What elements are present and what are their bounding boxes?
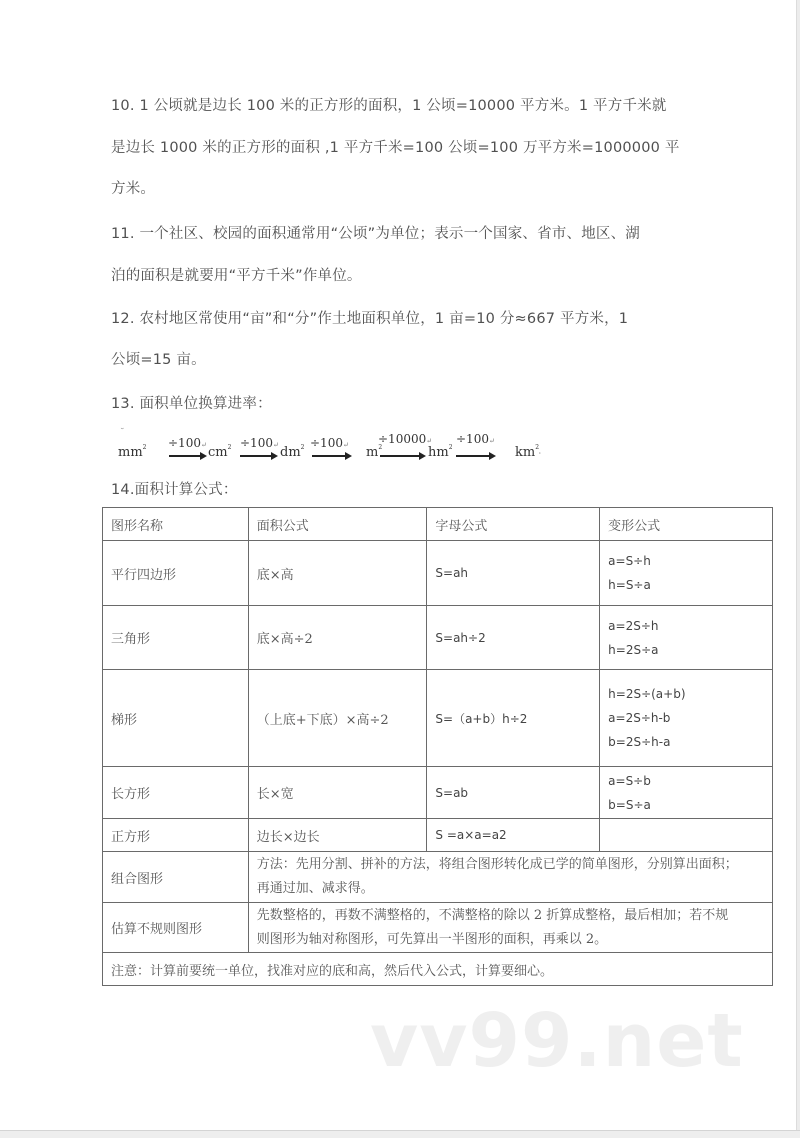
- paragraph-14-heading: 14.面积计算公式：: [111, 482, 238, 498]
- area-formula: 底×高: [248, 541, 427, 606]
- table-row: [103, 819, 773, 852]
- method-line: 先数整格的，再数不满整格的，不满整格的除以 2 折算成整格，最后相加；若不规: [256, 907, 729, 923]
- unit-conversion-chain: [112, 428, 572, 464]
- variant-formula: a=S÷b: [608, 773, 651, 788]
- shape-name: 平行四边形: [103, 541, 249, 606]
- conversion-step-5: ÷100↵: [456, 432, 495, 446]
- unit-m2: $m^2$: [366, 444, 383, 460]
- variant-formulas-empty: [600, 819, 773, 852]
- page-right-edge: [796, 0, 800, 1137]
- table-row: [103, 606, 773, 670]
- letter-formula: S =a×a=a2: [427, 819, 600, 852]
- irregular-method: [248, 903, 772, 953]
- shape-name: 梯形: [103, 670, 249, 767]
- arrow-icon: [380, 455, 424, 457]
- variant-formula: b=S÷a: [608, 797, 651, 812]
- variant-formula: a=S÷h: [608, 554, 651, 568]
- table-row: [103, 767, 773, 819]
- variant-formula: h=S÷a: [608, 578, 651, 592]
- paragraph-10-line-2: 是边长 1000 米的正方形的面积 ,1 平方千米=100 公顷=100 万平方米=1000000 平: [111, 140, 680, 156]
- letter-formula: S=ah÷2: [427, 606, 600, 670]
- area-formula: 长×宽: [248, 767, 427, 819]
- conversion-step-1: ÷100↵: [168, 436, 207, 450]
- paragraph-10-line-1: 10. 1 公顷就是边长 100 米的正方形的面积，1 公顷=10000 平方米。1 平方千米就: [111, 98, 667, 114]
- shape-name: 估算不规则图形: [103, 903, 249, 953]
- area-formula: 边长×边长: [248, 819, 427, 852]
- table-row-note: [103, 953, 773, 986]
- letter-formula: S=ah: [427, 541, 600, 606]
- header-variant-formula: 变形公式: [600, 508, 773, 541]
- shape-name: 组合图形: [103, 852, 249, 903]
- header-area-formula: 面积公式: [248, 508, 427, 541]
- variant-formula: a=2S÷h: [608, 618, 659, 633]
- table-row-combined-shapes: [103, 852, 773, 903]
- arrow-icon: [456, 455, 494, 457]
- unit-km2: $km^2˒$: [515, 444, 542, 460]
- note-text: 注意：计算前要统一单位，找准对应的底和高，然后代入公式，计算要细心。: [103, 953, 773, 986]
- shape-name: 正方形: [103, 819, 249, 852]
- arrow-icon: [240, 455, 276, 457]
- variant-formulas: [600, 767, 773, 819]
- paragraph-10-line-3: 方米。: [111, 181, 156, 197]
- method-line: 再通过加、减求得。: [256, 881, 374, 896]
- header-letter-formula: 字母公式: [427, 508, 600, 541]
- conversion-step-2: ÷100↵: [240, 436, 279, 450]
- paragraph-12-line-1: 12. 农村地区常使用“亩”和“分”作土地面积单位，1 亩=10 分≈667 平方米，1: [111, 311, 629, 327]
- conversion-step-4: ÷10000↵: [378, 432, 433, 446]
- area-formula: 底×高÷2: [248, 606, 427, 670]
- unit-hm2: $hm^2$: [428, 444, 453, 460]
- method-line: 方法：先用分割、拼补的方法，将组合图形转化成已学的简单图形，分别算出面积；: [256, 857, 738, 872]
- variant-formula: h=2S÷a: [608, 642, 659, 657]
- table-header-row: [103, 508, 773, 541]
- unit-cm2: $cm^2$: [208, 444, 232, 460]
- variant-formulas: [600, 670, 773, 767]
- shape-name: 长方形: [103, 767, 249, 819]
- table-row: [103, 670, 773, 767]
- combined-method: [248, 852, 772, 903]
- conversion-step-3: ÷100↵: [310, 436, 349, 450]
- shape-name: 三角形: [103, 606, 249, 670]
- unit-mm2: $mm^2$: [118, 444, 147, 460]
- area-formula-table: [102, 507, 773, 986]
- table-row-irregular-shapes: [103, 903, 773, 953]
- arrow-icon: [312, 455, 350, 457]
- watermark: vv99.net: [370, 998, 744, 1084]
- paragraph-13-heading: 13. 面积单位换算进率：: [111, 396, 272, 412]
- paragraph-11-line-2: 泊的面积是就要用“平方千米”作单位。: [111, 268, 362, 284]
- variant-formula: h=2S÷(a+b): [608, 687, 686, 701]
- arrow-icon: [169, 455, 205, 457]
- variant-formulas: [600, 606, 773, 670]
- variant-formula: b=2S÷h-a: [608, 735, 671, 749]
- variant-formulas: [600, 541, 773, 606]
- area-formula: （上底+下底）×高÷2: [248, 670, 427, 767]
- letter-formula: S=ab: [427, 767, 600, 819]
- table-row: [103, 541, 773, 606]
- tick-mark: ˘: [120, 428, 125, 438]
- paragraph-11-line-1: 11. 一个社区、校园的面积通常用“公顷”为单位；表示一个国家、省市、地区、湖: [111, 226, 640, 242]
- letter-formula: S=（a+b）h÷2: [427, 670, 600, 767]
- paragraph-12-line-2: 公顷=15 亩。: [111, 352, 206, 368]
- method-line: 则图形为轴对称图形，可先算出一半图形的面积，再乘以 2。: [256, 931, 608, 947]
- header-shape-name: 图形名称: [103, 508, 249, 541]
- variant-formula: a=2S÷h-b: [608, 711, 671, 725]
- unit-dm2: $dm^2$: [280, 444, 305, 460]
